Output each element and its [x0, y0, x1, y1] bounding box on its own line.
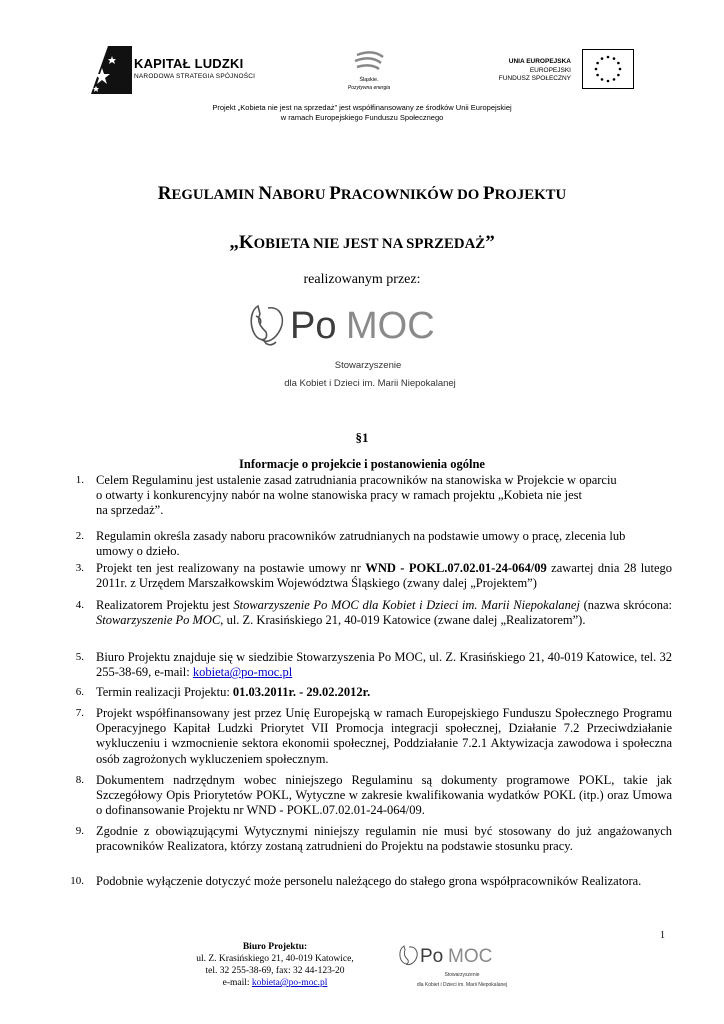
eu-star-icon: [601, 78, 604, 81]
eu-flag-icon: [582, 49, 634, 89]
footer-logo-po: Po: [420, 946, 444, 967]
project-note-line-2: w ramach Europejskiego Funduszu Społecznego: [280, 113, 444, 122]
item-number: 1.: [75, 474, 84, 486]
faces-icon: [400, 946, 417, 965]
organization-name: Stowarzyszenie Po MOC dla Kobiet i Dzieci im. Marii Niepokalanej: [233, 598, 580, 612]
footer-pomoc-logo: [398, 942, 520, 990]
item-number: 7.: [75, 707, 84, 719]
item-text-part: (nazwa skrócona:: [579, 598, 672, 612]
project-note-line-1: Projekt „Kobieta nie jest na sprzedaż” jest współfinansowany ze środków Unii Europejskiej: [212, 103, 512, 112]
eu-star-icon: [607, 56, 610, 59]
eu-star-icon: [617, 74, 620, 77]
page-number: 1: [660, 930, 665, 941]
title-cap: N: [258, 183, 273, 204]
faces-icon: [251, 306, 282, 345]
item-line: umowy o dzieło.: [96, 544, 180, 559]
eu-star-icon: [613, 57, 616, 60]
item-text: [96, 598, 672, 628]
item-text: [96, 473, 672, 519]
item-number: 9.: [75, 825, 84, 837]
ue-line-3: FUNDUSZ SPOŁECZNY: [498, 75, 571, 82]
footer-email-line: [180, 977, 370, 989]
item-line: Regulamin określa zasady naboru pracowników zatrudnianych na podstawie umowy o pracę, zlecenia lub: [96, 529, 626, 543]
item-number: 6.: [75, 686, 84, 698]
title-cap: P: [329, 183, 341, 204]
logo-moc: MOC: [346, 305, 435, 347]
item-text-part: Biuro Projektu znajduje się w siedzibie Stowarzyszenia Po MOC, ul. Z. Krasińskiego 21, 40-019 Katowice, tel. 32 255-38-69, e-mail:: [96, 650, 672, 680]
organization-short-name: Stowarzyszenie Po MOC,: [96, 613, 224, 628]
item-text-part: ul. Z. Krasińskiego 21, 40-019 Katowice (zwane dalej „Realizatorem”).: [223, 613, 586, 628]
item-text-part: Projekt ten jest realizowany na postawie umowy nr: [96, 561, 366, 575]
item-line: o otwarty i konkurencyjny nabór na wolne stanowiska pracy w ramach projektu „Kobieta nie jest: [96, 488, 582, 503]
eu-star-icon: [607, 80, 610, 83]
project-cofinancing-note: [150, 103, 574, 123]
title-cap: R: [157, 183, 172, 204]
ue-text: [478, 58, 571, 84]
footer-email-link[interactable]: kobieta@po-moc.pl: [251, 978, 328, 988]
item-text-part: Termin realizacji Projektu:: [96, 685, 233, 699]
eu-star-icon: [596, 74, 599, 77]
section-number: §1: [355, 430, 369, 445]
item-text: Projekt współfinansowany jest przez Unię Europejską w ramach Europejskiego Funduszu Społecznego Programu Operacyjnego Kapitał Ludzki Priorytet VII Promocja integracji społecznej, Działanie 7.2 Przeciwdziałanie wykluczeniu i wzmocnienie sektora ekonomii społecznej, Poddziałanie 7.2.1 Aktywizacja zawodowa i społeczna osób zagrożonych wykluczeniem społecznym.: [96, 706, 672, 766]
item-number: 4.: [75, 599, 84, 611]
document-title-line-2: [0, 232, 724, 254]
logo-po: Po: [290, 305, 337, 347]
footer-email-label: e-mail:: [222, 978, 252, 988]
item-text: [96, 650, 672, 680]
eu-star-icon: [596, 62, 599, 65]
footer-address: ul. Z. Krasińskiego 21, 40-019 Katowice,: [196, 954, 354, 964]
title-sc: ABORU: [272, 187, 330, 203]
project-dates: 01.03.2011r. - 29.02.2012r.: [232, 685, 371, 699]
title-cap: P: [483, 183, 495, 204]
item-line: Celem Regulaminu jest ustalenie zasad zatrudniania pracowników na stanowiska w Projekcie w oparciu: [96, 473, 617, 487]
ue-line-1: UNIA EUROPEJSKA: [508, 58, 571, 65]
footer-logo-line-1: Stowarzyszenie: [444, 972, 480, 978]
realized-by: realizowanym przez:: [303, 272, 421, 287]
item-text: [96, 561, 672, 591]
logo-line-2: dla Kobiet i Dzieci im. Marii Niepokalanej: [284, 378, 456, 389]
title-sc: ROJEKTU: [494, 187, 567, 203]
footer-label: Biuro Projektu:: [242, 942, 308, 952]
document-title-line-1: [0, 183, 724, 205]
email-link[interactable]: kobieta@po-moc.pl: [192, 665, 293, 680]
item-number: 2.: [75, 530, 84, 542]
eu-star-icon: [617, 62, 620, 65]
item-text: Podobnie wyłączenie dotyczyć może personelu należącego do stałego grona współpracowników Realizatora.: [96, 874, 642, 888]
footer-contact: [180, 941, 370, 989]
item-text: Zgodnie z obowiązującymi Wytycznymi niniejszy regulamin nie musi być stosowany do już angażowanych pracowników Realizatora, którzy zostaną zatrudnieni do Projektu na podstawie stosunku pracy.: [96, 824, 672, 854]
eu-star-icon: [601, 57, 604, 60]
item-number: 3.: [75, 562, 84, 574]
footer-phone: tel. 32 255-38-69, fax: 32 44-123-20: [205, 966, 345, 976]
footer-logo-line-2: dla Kobiet i Dzieci im. Marii Niepokalanej: [416, 982, 508, 988]
item-text-part: zawartej dnia 28 lutego 2011r. z Urzędem Marszałkowskim Województwa Śląskiego (zwany dalej „Projektem”): [96, 561, 673, 591]
kapital-ludzki-subtitle: NARODOWA STRATEGIA SPÓJNOŚCI: [134, 73, 256, 80]
logo-line-1: Stowarzyszenie: [334, 360, 402, 371]
item-text: [96, 685, 672, 700]
item-text: [96, 529, 672, 559]
title-sc: EGULAMIN: [171, 187, 259, 203]
slaskie-tagline: Pozytywna energia: [347, 85, 391, 91]
slaskie-name: Śląskie.: [359, 77, 379, 83]
footer-logo-moc: MOC: [448, 946, 493, 967]
item-text-part: Realizatorem Projektu jest: [96, 598, 234, 612]
item-line: na sprzedaż”.: [96, 503, 164, 518]
ue-line-2: EUROPEJSKI: [529, 66, 571, 74]
eu-star-icon: [595, 68, 598, 71]
item-number: 8.: [75, 774, 84, 786]
eu-star-icon: [613, 78, 616, 81]
eu-star-icon: [619, 68, 622, 71]
title-cap: „K: [229, 232, 254, 253]
item-text: Dokumentem nadrzędnym wobec niniejszego Regulaminu są dokumenty programowe POKL, takie jak Szczegółowy Opis Priorytetów POKL, Wytyczne w zakresie kwalifikowania wydatków POKL (itp.) oraz Umowa o dofinansowanie Projektu nr WND - POKL.07.02.01-24-064/09.: [96, 773, 672, 818]
kapital-ludzki-title: KAPITAŁ LUDZKI: [134, 56, 244, 71]
section-heading: Informacje o projekcie i postanowienia ogólne: [239, 457, 485, 471]
item-number: 10.: [70, 875, 84, 887]
title-sc: RACOWNIKÓW DO: [340, 187, 483, 203]
pomoc-logo: [246, 298, 478, 392]
contract-number: WND - POKL.07.02.01-24-064/09: [365, 561, 547, 575]
item-number: 5.: [75, 651, 84, 663]
title-sc: OBIETA NIE JEST NA SPRZEDAŻ: [253, 236, 486, 252]
title-cap: ”: [485, 232, 495, 253]
